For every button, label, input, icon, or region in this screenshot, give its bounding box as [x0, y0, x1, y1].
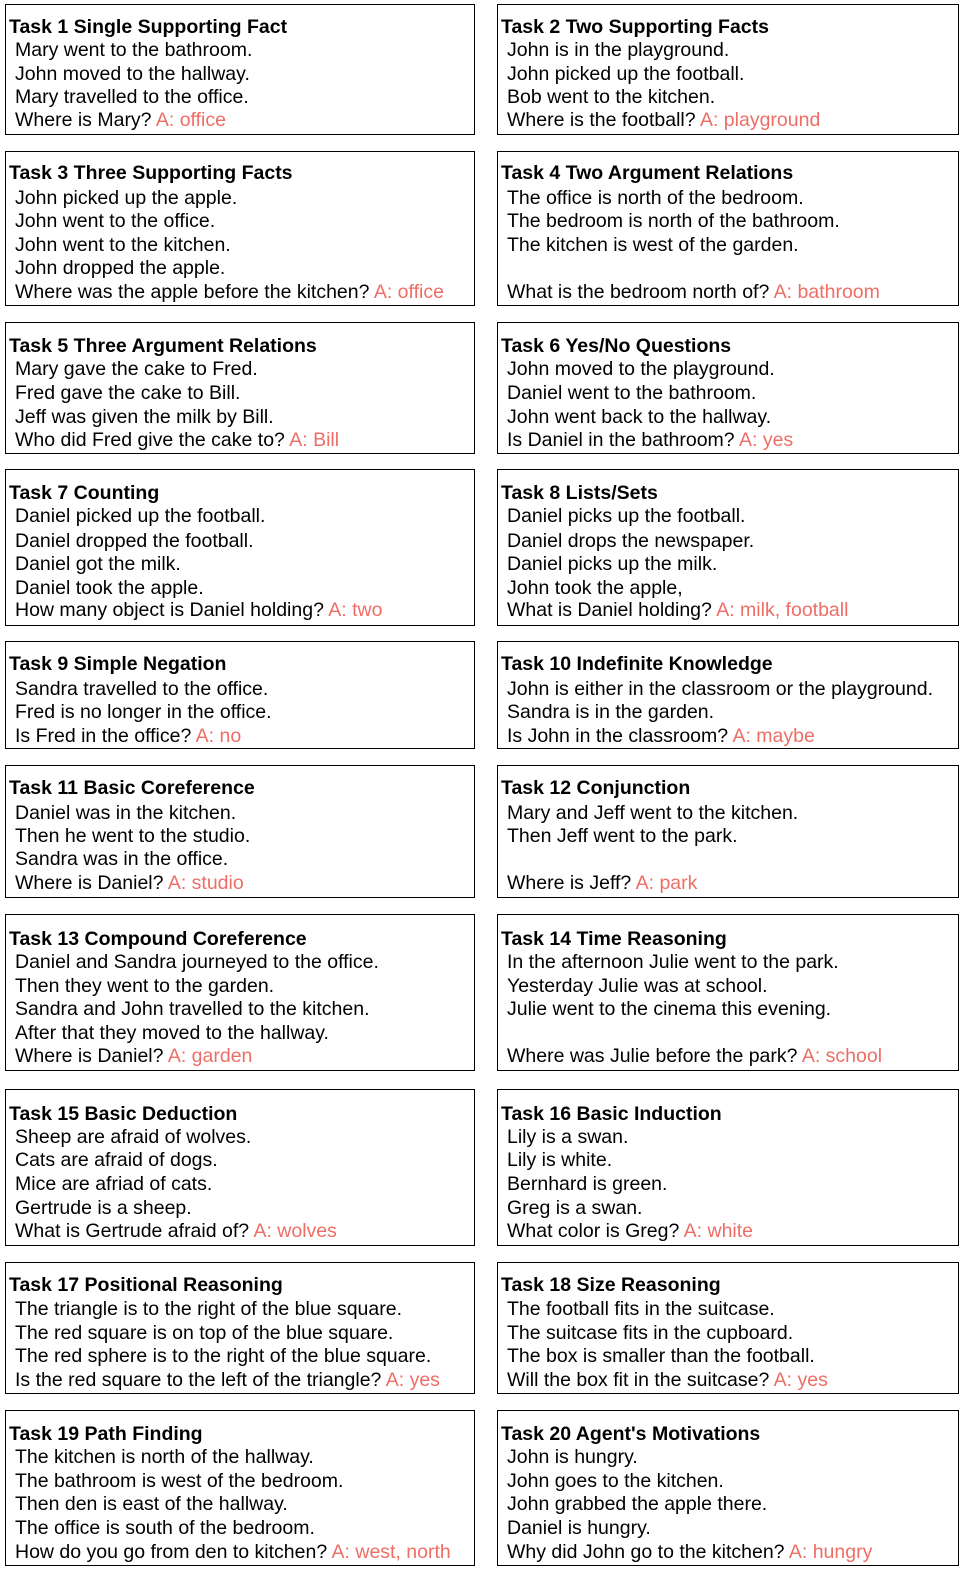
task-title: Task 3 Three Supporting Facts [9, 162, 293, 184]
task-answer: A: wolves [253, 1220, 337, 1242]
task-fact: The office is north of the bedroom. [507, 187, 804, 209]
task-question-line [507, 872, 697, 894]
task-fact: Bob went to the kitchen. [507, 86, 716, 108]
task-fact: Cats are afraid of dogs. [15, 1149, 218, 1171]
task-answer: A: Bill [289, 429, 340, 451]
task-question: Where is Mary? [15, 109, 152, 131]
task-card [5, 4, 475, 135]
task-question: What color is Greg? [507, 1220, 680, 1242]
task-card [497, 1262, 959, 1394]
task-card [497, 1410, 959, 1566]
task-answer: A: garden [167, 1045, 253, 1067]
task-fact: Lily is a swan. [507, 1126, 629, 1148]
task-fact: Daniel drops the newspaper. [507, 530, 755, 552]
task-fact: Then he went to the studio. [15, 825, 251, 847]
task-fact: Fred is no longer in the office. [15, 701, 272, 723]
task-answer: A: yes [773, 1369, 828, 1391]
task-answer: A: park [635, 872, 698, 894]
task-card [5, 914, 475, 1071]
task-fact: John dropped the apple. [15, 257, 226, 279]
task-fact: Lily is white. [507, 1149, 613, 1171]
task-answer: A: office [373, 281, 444, 303]
task-question: What is Gertrude afraid of? [15, 1220, 250, 1242]
task-fact: John moved to the playground. [507, 358, 775, 380]
task-fact: John took the apple, [507, 577, 683, 599]
task-fact: In the afternoon Julie went to the park. [507, 951, 839, 973]
task-fact: After that they moved to the hallway. [15, 1022, 329, 1044]
task-answer: A: yes [385, 1369, 440, 1391]
task-question-line [507, 1369, 828, 1391]
task-fact: Daniel got the milk. [15, 553, 181, 575]
task-title: Task 7 Counting [9, 482, 160, 504]
task-fact: Julie went to the cinema this evening. [507, 998, 832, 1020]
task-question: Is John in the classroom? [507, 725, 729, 747]
task-title: Task 13 Compound Coreference [9, 928, 307, 950]
task-title: Task 5 Three Argument Relations [9, 335, 317, 357]
task-card [497, 914, 959, 1071]
task-answer: A: yes [738, 429, 794, 451]
task-title: Task 20 Agent's Motivations [501, 1423, 761, 1445]
task-question-line [15, 599, 382, 621]
task-card [497, 641, 959, 749]
task-question: Will the box fit in the suitcase? [507, 1369, 770, 1391]
task-card [5, 1089, 475, 1246]
task-fact: Daniel picks up the milk. [507, 553, 718, 575]
task-fact: John moved to the hallway. [15, 63, 250, 85]
task-title: Task 15 Basic Deduction [9, 1103, 238, 1125]
task-title: Task 6 Yes/No Questions [501, 335, 732, 357]
task-fact: Sandra was in the office. [15, 848, 229, 870]
task-question: Is the red square to the left of the triangle? [15, 1369, 382, 1391]
task-fact: Fred gave the cake to Bill. [15, 382, 241, 404]
task-question: Who did Fred give the cake to? [15, 429, 285, 451]
task-fact: Sandra is in the garden. [507, 701, 715, 723]
task-fact: The red square is on top of the blue square. [15, 1322, 394, 1344]
task-card [5, 1262, 475, 1394]
task-fact: Daniel went to the bathroom. [507, 382, 757, 404]
task-fact: Bernhard is green. [507, 1173, 668, 1195]
task-card [497, 322, 959, 454]
task-answer: A: bathroom [773, 281, 880, 303]
task-fact: Daniel picks up the football. [507, 505, 746, 527]
task-fact: John is hungry. [507, 1446, 638, 1468]
task-card [5, 1410, 475, 1566]
task-fact: The office is south of the bedroom. [15, 1517, 315, 1539]
task-question-line [15, 1045, 252, 1067]
task-title: Task 1 Single Supporting Fact [9, 16, 288, 38]
task-card [497, 1089, 959, 1246]
task-fact: Greg is a swan. [507, 1197, 643, 1219]
task-answer: A: no [195, 725, 242, 747]
task-card [497, 151, 959, 306]
task-fact: Sandra and John travelled to the kitchen. [15, 998, 370, 1020]
task-fact: Then Jeff went to the park. [507, 825, 738, 847]
task-card [5, 765, 475, 898]
task-fact: Daniel dropped the football. [15, 530, 254, 552]
task-fact: Jeff was given the milk by Bill. [15, 406, 274, 428]
task-question-line [507, 109, 820, 131]
task-question-line [15, 1541, 451, 1563]
task-fact: The suitcase fits in the cupboard. [507, 1322, 794, 1344]
task-title: Task 17 Positional Reasoning [9, 1274, 283, 1296]
task-question-line [507, 1541, 872, 1563]
task-fact: Sheep are afraid of wolves. [15, 1126, 252, 1148]
task-card [497, 4, 959, 135]
task-question-line [15, 725, 241, 747]
task-question-line [507, 599, 848, 621]
task-question: Where is Jeff? [507, 872, 632, 894]
task-answer: A: office [155, 109, 226, 131]
task-fact: John picked up the apple. [15, 187, 238, 209]
task-question-line [507, 1045, 882, 1067]
task-fact: The box is smaller than the football. [507, 1345, 815, 1367]
task-fact: Mary went to the bathroom. [15, 39, 253, 61]
task-question-line [507, 281, 880, 303]
task-fact: Mary travelled to the office. [15, 86, 249, 108]
task-question: What is Daniel holding? [507, 599, 712, 621]
task-title: Task 2 Two Supporting Facts [501, 16, 769, 38]
task-question: How do you go from den to kitchen? [15, 1541, 328, 1563]
task-fact: Mary gave the cake to Fred. [15, 358, 258, 380]
task-question-line [15, 109, 226, 131]
task-fact: John is in the playground. [507, 39, 730, 61]
task-answer: A: playground [699, 109, 821, 131]
task-title: Task 11 Basic Coreference [9, 777, 255, 799]
task-answer: A: hungry [788, 1541, 873, 1563]
task-question-line [15, 281, 444, 303]
task-fact: Daniel took the apple. [15, 577, 204, 599]
task-fact: John grabbed the apple there. [507, 1493, 768, 1515]
task-question-line [15, 429, 339, 451]
task-fact: John went to the office. [15, 210, 216, 232]
task-card [497, 765, 959, 898]
task-question: Where is Daniel? [15, 1045, 164, 1067]
task-card [5, 151, 475, 306]
task-fact: Gertrude is a sheep. [15, 1197, 192, 1219]
task-fact: John is either in the classroom or the playground. [507, 678, 933, 700]
task-answer: A: two [328, 599, 383, 621]
task-card [497, 469, 959, 626]
task-question: Why did John go to the kitchen? [507, 1541, 785, 1563]
task-fact: Daniel is hungry. [507, 1517, 651, 1539]
task-fact: John went back to the hallway. [507, 406, 772, 428]
task-fact: Mary and Jeff went to the kitchen. [507, 802, 799, 824]
task-title: Task 16 Basic Induction [501, 1103, 722, 1125]
task-title: Task 19 Path Finding [9, 1423, 203, 1445]
task-question: Is Fred in the office? [15, 725, 192, 747]
task-fact: Daniel was in the kitchen. [15, 802, 237, 824]
task-answer: A: west, north [331, 1541, 451, 1563]
task-fact: Yesterday Julie was at school. [507, 975, 768, 997]
task-title: Task 8 Lists/Sets [501, 482, 658, 504]
task-title: Task 10 Indefinite Knowledge [501, 653, 773, 675]
task-answer: A: school [801, 1045, 883, 1067]
task-answer: A: studio [167, 872, 244, 894]
task-question: What is the bedroom north of? [507, 281, 770, 303]
task-question-line [507, 1220, 753, 1242]
task-card [5, 469, 475, 626]
task-fact: Daniel picked up the football. [15, 505, 266, 527]
task-question-line [15, 872, 244, 894]
task-fact: John went to the kitchen. [15, 234, 231, 256]
task-question-line [15, 1369, 440, 1391]
task-card [5, 322, 475, 454]
task-fact: The bathroom is west of the bedroom. [15, 1470, 344, 1492]
task-question: Where is Daniel? [15, 872, 164, 894]
task-answer: A: milk, football [716, 599, 849, 621]
task-answer: A: maybe [732, 725, 815, 747]
task-question: Where was the apple before the kitchen? [15, 281, 370, 303]
task-fact: John goes to the kitchen. [507, 1470, 724, 1492]
task-fact: The kitchen is north of the hallway. [15, 1446, 314, 1468]
task-fact: Mice are afriad of cats. [15, 1173, 213, 1195]
task-fact: Daniel and Sandra journeyed to the office. [15, 951, 379, 973]
task-title: Task 18 Size Reasoning [501, 1274, 721, 1296]
task-question: Where was Julie before the park? [507, 1045, 798, 1067]
task-fact: The red sphere is to the right of the blue square. [15, 1345, 432, 1367]
task-fact: The kitchen is west of the garden. [507, 234, 799, 256]
task-fact: The football fits in the suitcase. [507, 1298, 775, 1320]
task-question: Where is the football? [507, 109, 696, 131]
task-fact: The triangle is to the right of the blue square. [15, 1298, 402, 1320]
task-answer: A: white [683, 1220, 754, 1242]
task-fact: John picked up the football. [507, 63, 745, 85]
task-card [5, 641, 475, 749]
task-title: Task 12 Conjunction [501, 777, 691, 799]
task-question-line [507, 429, 793, 451]
task-fact: Sandra travelled to the office. [15, 678, 269, 700]
task-title: Task 4 Two Argument Relations [501, 162, 794, 184]
task-question: Is Daniel in the bathroom? [507, 429, 735, 451]
task-question-line [15, 1220, 337, 1242]
task-fact: Then they went to the garden. [15, 975, 275, 997]
task-title: Task 9 Simple Negation [9, 653, 227, 675]
task-title: Task 14 Time Reasoning [501, 928, 727, 950]
task-fact: Then den is east of the hallway. [15, 1493, 288, 1515]
task-fact: The bedroom is north of the bathroom. [507, 210, 840, 232]
task-question: How many object is Daniel holding? [15, 599, 324, 621]
task-question-line [507, 725, 815, 747]
